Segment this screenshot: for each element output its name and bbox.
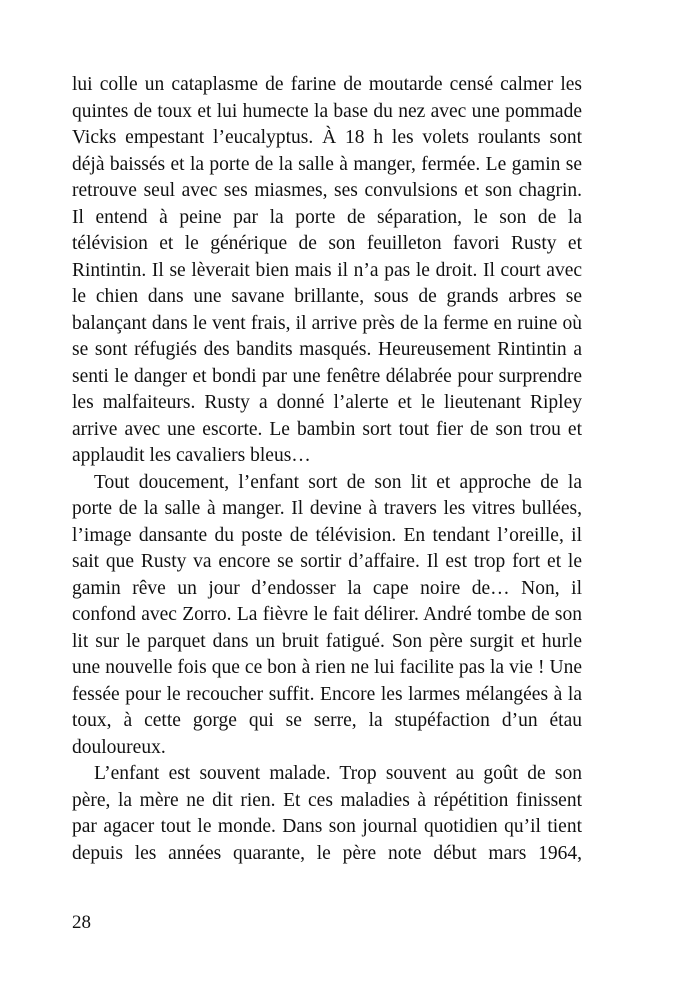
paragraph-1: lui colle un cataplasme de farine de moutarde censé calmer les quintes de toux et lui humecte la base du nez avec une pommade Vicks empestant l’eucalyptus. À 18 h les volets roulants sont déjà baissés et la porte de la salle à manger, fermée. Le gamin se retrouve seul avec ses miasmes, ses convulsions et son chagrin. Il entend à peine par la porte de séparation, le son de la télévision et le générique de son feuilleton favori Rusty et Rintintin. Il se lèverait bien mais il n’a pas le droit. Il court avec le chien dans une savane brillante, sous de grands arbres se balançant dans le vent frais, il arrive près de la ferme en ruine où se sont réfugiés des bandits masqués. Heureusement Rintintin a senti le danger et bondi par une fenêtre délabrée pour surprendre les malfaiteurs. Rusty a donné l’alerte et le lieutenant Ripley arrive avec une escorte. Le bambin sort tout fier de son trou et applaudit les cavaliers bleus… (72, 74, 582, 466)
paragraph-2: Tout doucement, l’enfant sort de son lit et approche de la porte de la salle à manger. Il devine à travers les vitres bullées, l’image dansante du poste de télévision. En tendant l’oreille, il sait que Rusty va encore se sortir d’affaire. Il est trop fort et le gamin rêve un jour d’endosser la cape noire de… Non, il confond avec Zorro. La fièvre le fait délirer. André tombe de son lit sur le parquet dans un bruit fatigué. Son père surgit et hurle une nouvelle fois que ce bon à rien ne lui facilite pas la vie ! Une fessée pour le recoucher suffit. Encore les larmes mélangées à la toux, à cette gorge qui se serre, la stupéfaction d’un étau douloureux. (72, 471, 582, 758)
page-number: 28 (72, 912, 91, 933)
page-body-text (72, 72, 582, 867)
paragraph-3: L’enfant est souvent malade. Trop souvent au goût de son père, la mère ne dit rien. Et ces maladies à répétition finissent par agacer tout le monde. Dans son journal quotidien qu’il tient depuis les années quarante, le père note début mars 1964, (72, 763, 582, 864)
